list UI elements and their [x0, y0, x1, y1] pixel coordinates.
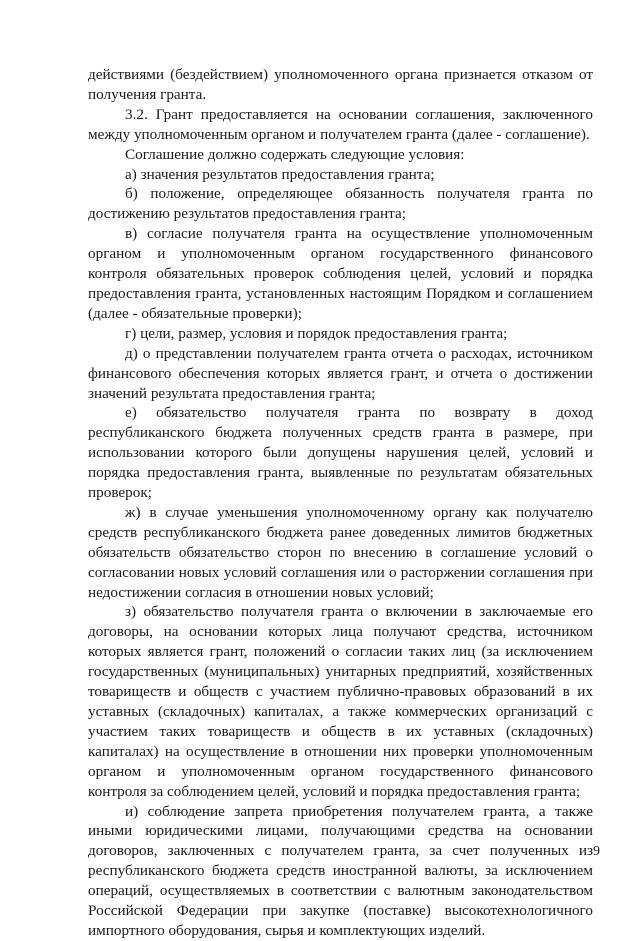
list-item-i: и) соблюдение запрета приобретения получателем гранта, а также иными юридическими лицами, получающими средства на основании договоров, заключенных с получателем гранта, за счет полученных из республиканского бюджета средств иностранной валюты, за исключением операций, осуществляемых в соответствии с валютным законодательством Российской Федерации при закупке (поставке) высокотехнологичного импортного оборудования, сырья и комплектующих изделий. [88, 802, 593, 939]
list-item-zh: ж) в случае уменьшения уполномоченному органу как получателю средств республиканского бюджета ранее доведенных лимитов бюджетных обязательств обязательство сторон по внесению в соглашение условий о согласовании новых условий соглашения или о расторжении соглашения при недостижении согласия в отношении новых условий; [88, 503, 593, 601]
list-item-b: б) положение, определяющее обязанность получателя гранта по достижению результатов предоставления гранта; [88, 185, 593, 223]
list-item-g: г) цели, размер, условия и порядок предоставления гранта; [125, 324, 508, 342]
list-item-d: д) о представлении получателем гранта отчета о расходах, источником финансового обеспечения которых является грант, и отчета о достижении значений результата предоставления гранта; [88, 344, 593, 402]
document-body [88, 65, 593, 941]
list-item-v: в) согласие получателя гранта на осуществление уполномоченным органом и уполномоченным органом государственного финансового контроля обязательных проверок соблюдения целей, условий и порядка предоставления гранта, установленных настоящим Порядком и соглашением (далее - обязательные проверки); [88, 225, 593, 322]
list-item-a: а) значения результатов предоставления гранта; [125, 165, 435, 183]
paragraph-continuation: действиями (бездействием) уполномоченного органа признается отказом от получения гранта. [88, 66, 593, 103]
page-number: 9 [593, 844, 600, 859]
list-item-e: е) обязательство получателя гранта по возврату в доход республиканского бюджета полученных средств гранта в размере, при использовании которого были допущены нарушения целей, условий и порядка предоставления гранта, выявленные по результатам обязательных проверок; [88, 404, 593, 502]
paragraph-agreement-conditions: Соглашение должно содержать следующие условия: [125, 145, 465, 163]
paragraph-3-2: 3.2. Грант предоставляется на основании соглашения, заключенного между уполномоченным органом и получателем гранта (далее - соглашение). [88, 105, 593, 143]
list-item-z: з) обязательство получателя гранта о включении в заключаемые его договоры, на основании которых лица получают средства, источником которых является грант, положений о согласии таких лиц (за исключением государственных (муниципальных) унитарных предприятий, хозяйственных товариществ и обществ с участием публично-правовых образований в их уставных (складочных) капиталах, а также коммерческих организаций с участием таких товариществ и обществ в их уставных (складочных) капиталах) на осуществление в отношении них проверки уполномоченным органом и уполномоченным органом государственного финансового контроля за соблюдением целей, условий и порядка предоставления гранта; [88, 603, 593, 800]
